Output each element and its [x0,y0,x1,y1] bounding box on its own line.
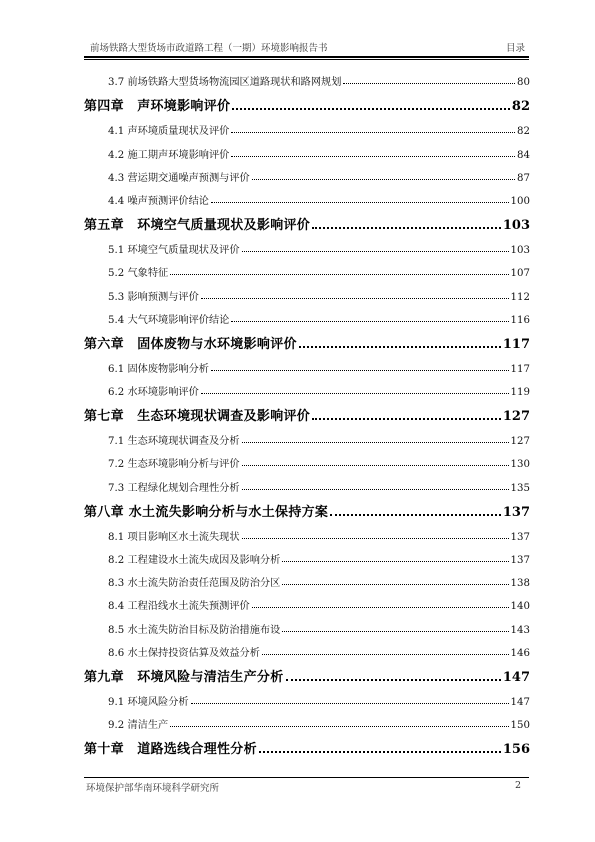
toc-entry-page: 82 [517,126,530,138]
toc-chapter-entry[interactable] [84,329,530,355]
toc-section-entry[interactable] [84,187,530,210]
toc-entry-page: 82 [511,99,530,115]
toc-entry-title: 第八章 水土流失影响分析与水土保持方案 [84,504,329,520]
toc-entry-title: 3.7 前场铁路大型货场物流园区道路现状和路网规划 [108,77,342,89]
toc-entry-title: 5.1 环境空气质量现状及评价 [108,245,240,257]
toc-entry-page: 103 [510,245,530,257]
toc-dot-leader [282,561,508,562]
toc-entry-page: 150 [510,720,530,732]
toc-dot-leader [262,654,509,655]
toc-entry-page: 87 [517,172,530,184]
toc-entry-page: 130 [510,459,530,471]
toc-entry-page: 137 [502,504,530,520]
toc-entry-title: 7.2 生态环境影响分析与评价 [108,459,240,471]
header-rule-thin [84,59,529,60]
toc-section-entry[interactable] [84,639,530,662]
toc-section-entry[interactable] [84,523,530,546]
toc-dot-leader [201,298,509,299]
toc-section-entry[interactable] [84,711,530,734]
toc-dot-leader [242,251,509,252]
footer-institution: 环境保护部华南环境科学研究所 [86,783,220,794]
toc-entry-title: 4.4 噪声预测评价结论 [108,195,209,207]
toc-dot-leader [282,631,508,632]
toc-section-entry[interactable] [84,282,530,305]
toc-section-entry[interactable] [84,306,530,329]
header-title: 前场铁路大型货场市政道路工程（一期）环境影响报告书 [90,43,328,54]
toc-entry-page: 100 [510,195,530,207]
toc-dot-leader [201,393,509,394]
toc-dot-leader [343,83,515,84]
toc-section-entry[interactable] [84,236,530,259]
toc-entry-page: 140 [510,601,530,613]
toc-section-entry[interactable] [84,450,530,473]
toc-entry-title: 第六章 固体废物与水环境影响评价 [84,336,297,352]
toc-section-entry[interactable] [84,259,530,282]
toc-entry-page: 147 [502,669,530,685]
toc-entry-page: 127 [502,409,530,425]
header-rule [84,56,529,58]
toc-entry-title: 4.1 声环境质量现状及评价 [108,126,230,138]
toc-entry-title: 8.5 水土流失防治目标及防治措施布设 [108,624,281,636]
toc-dot-leader [299,346,501,348]
toc-dot-leader [232,108,510,110]
toc-entry-page: 146 [510,647,530,659]
toc-entry-title: 第四章 声环境影响评价 [84,99,231,115]
page-header [84,40,529,56]
footer-page-number: 2 [514,780,521,791]
toc-entry-title: 8.4 工程沿线水土流失预测评价 [108,601,250,613]
toc-section-entry[interactable] [84,117,530,140]
toc-entry-title: 8.1 项目影响区水土流失现状 [108,531,240,543]
page-footer [84,780,529,796]
toc-entry-title: 6.2 水环境影响评价 [108,387,199,399]
toc-dot-leader [170,274,508,275]
toc-entry-page: 119 [510,387,530,399]
toc-entry-page: 116 [510,314,530,326]
toc-section-entry[interactable] [84,355,530,378]
toc-entry-page: 135 [510,482,530,494]
toc-section-entry[interactable] [84,688,530,711]
toc-chapter-entry[interactable] [84,662,530,688]
toc-dot-leader [170,726,508,727]
toc-dot-leader [312,418,501,420]
toc-entry-title: 8.3 水土流失防治责任范围及防治分区 [108,578,281,590]
table-of-contents [84,68,530,760]
footer-rule [84,777,529,778]
toc-entry-page: 137 [510,555,530,566]
toc-chapter-entry[interactable] [84,91,530,117]
toc-dot-leader [286,679,501,681]
toc-entry-title: 5.3 影响预测与评价 [108,291,199,303]
toc-entry-page: 156 [502,742,530,758]
toc-section-entry[interactable] [84,140,530,163]
toc-entry-title: 5.4 大气环境影响评价结论 [108,314,230,326]
toc-section-entry[interactable] [84,378,530,401]
toc-section-entry[interactable] [84,473,530,496]
toc-entry-title: 9.2 清洁生产 [108,720,169,732]
toc-entry-title: 第五章 环境空气质量现状及影响评价 [84,217,311,233]
toc-dot-leader [252,179,515,180]
toc-section-entry[interactable] [84,569,530,592]
toc-dot-leader [211,370,509,371]
toc-entry-page: 127 [510,436,530,448]
toc-dot-leader [191,703,509,704]
toc-entry-page: 117 [510,363,530,375]
toc-dot-leader [312,227,501,229]
toc-section-entry[interactable] [84,546,530,569]
toc-entry-title: 8.6 水土保持投资估算及效益分析 [108,647,260,659]
toc-dot-leader [252,607,509,608]
header-section-label: 目录 [505,43,525,54]
toc-dot-leader [231,132,515,133]
toc-section-entry[interactable] [84,592,530,615]
toc-entry-page: 103 [502,217,530,233]
toc-dot-leader [231,321,508,322]
toc-section-entry[interactable] [84,164,530,187]
toc-entry-title: 4.2 施工期声环境影响评价 [108,149,230,161]
toc-entry-title: 第九章 环境风险与清洁生产分析 [84,669,284,685]
toc-entry-page: 138 [510,578,530,590]
toc-entry-page: 117 [502,336,530,352]
toc-dot-leader [211,202,509,203]
toc-chapter-entry[interactable] [84,210,530,236]
toc-entry-title: 第十章 道路选线合理性分析 [84,742,257,758]
toc-entry-title: 第七章 生态环境现状调查及影响评价 [84,409,311,425]
toc-entry-title: 7.3 工程绿化规划合理性分析 [108,482,240,494]
toc-entry-page: 84 [517,149,530,161]
toc-entry-page: 107 [510,268,530,280]
toc-dot-leader [242,442,509,443]
toc-entry-title: 6.1 固体废物影响分析 [108,363,209,375]
toc-entry-page: 147 [510,696,530,708]
toc-dot-leader [282,584,508,585]
toc-dot-leader [330,514,501,516]
toc-dot-leader [242,465,509,466]
toc-entry-title: 5.2 气象特征 [108,268,169,280]
toc-entry-page: 143 [510,624,530,636]
toc-entry-title: 9.1 环境风险分析 [108,696,189,708]
toc-entry-title: 4.3 营运期交通噪声预测与评价 [108,172,250,184]
toc-entry-title: 8.2 工程建设水土流失成因及影响分析 [108,555,281,566]
toc-entry-page: 112 [510,291,530,303]
toc-entry-page: 137 [510,531,530,543]
toc-entry-title: 7.1 生态环境现状调查及分析 [108,436,240,448]
toc-dot-leader [259,751,501,753]
toc-chapter-entry[interactable] [84,497,530,523]
toc-chapter-entry[interactable] [84,734,530,760]
toc-dot-leader [242,489,509,490]
toc-section-entry[interactable] [84,427,530,450]
toc-dot-leader [231,156,515,157]
toc-entry-page: 80 [517,77,530,89]
toc-section-entry[interactable] [84,615,530,638]
toc-section-entry[interactable] [84,68,530,91]
toc-chapter-entry[interactable] [84,401,530,427]
toc-dot-leader [242,538,509,539]
